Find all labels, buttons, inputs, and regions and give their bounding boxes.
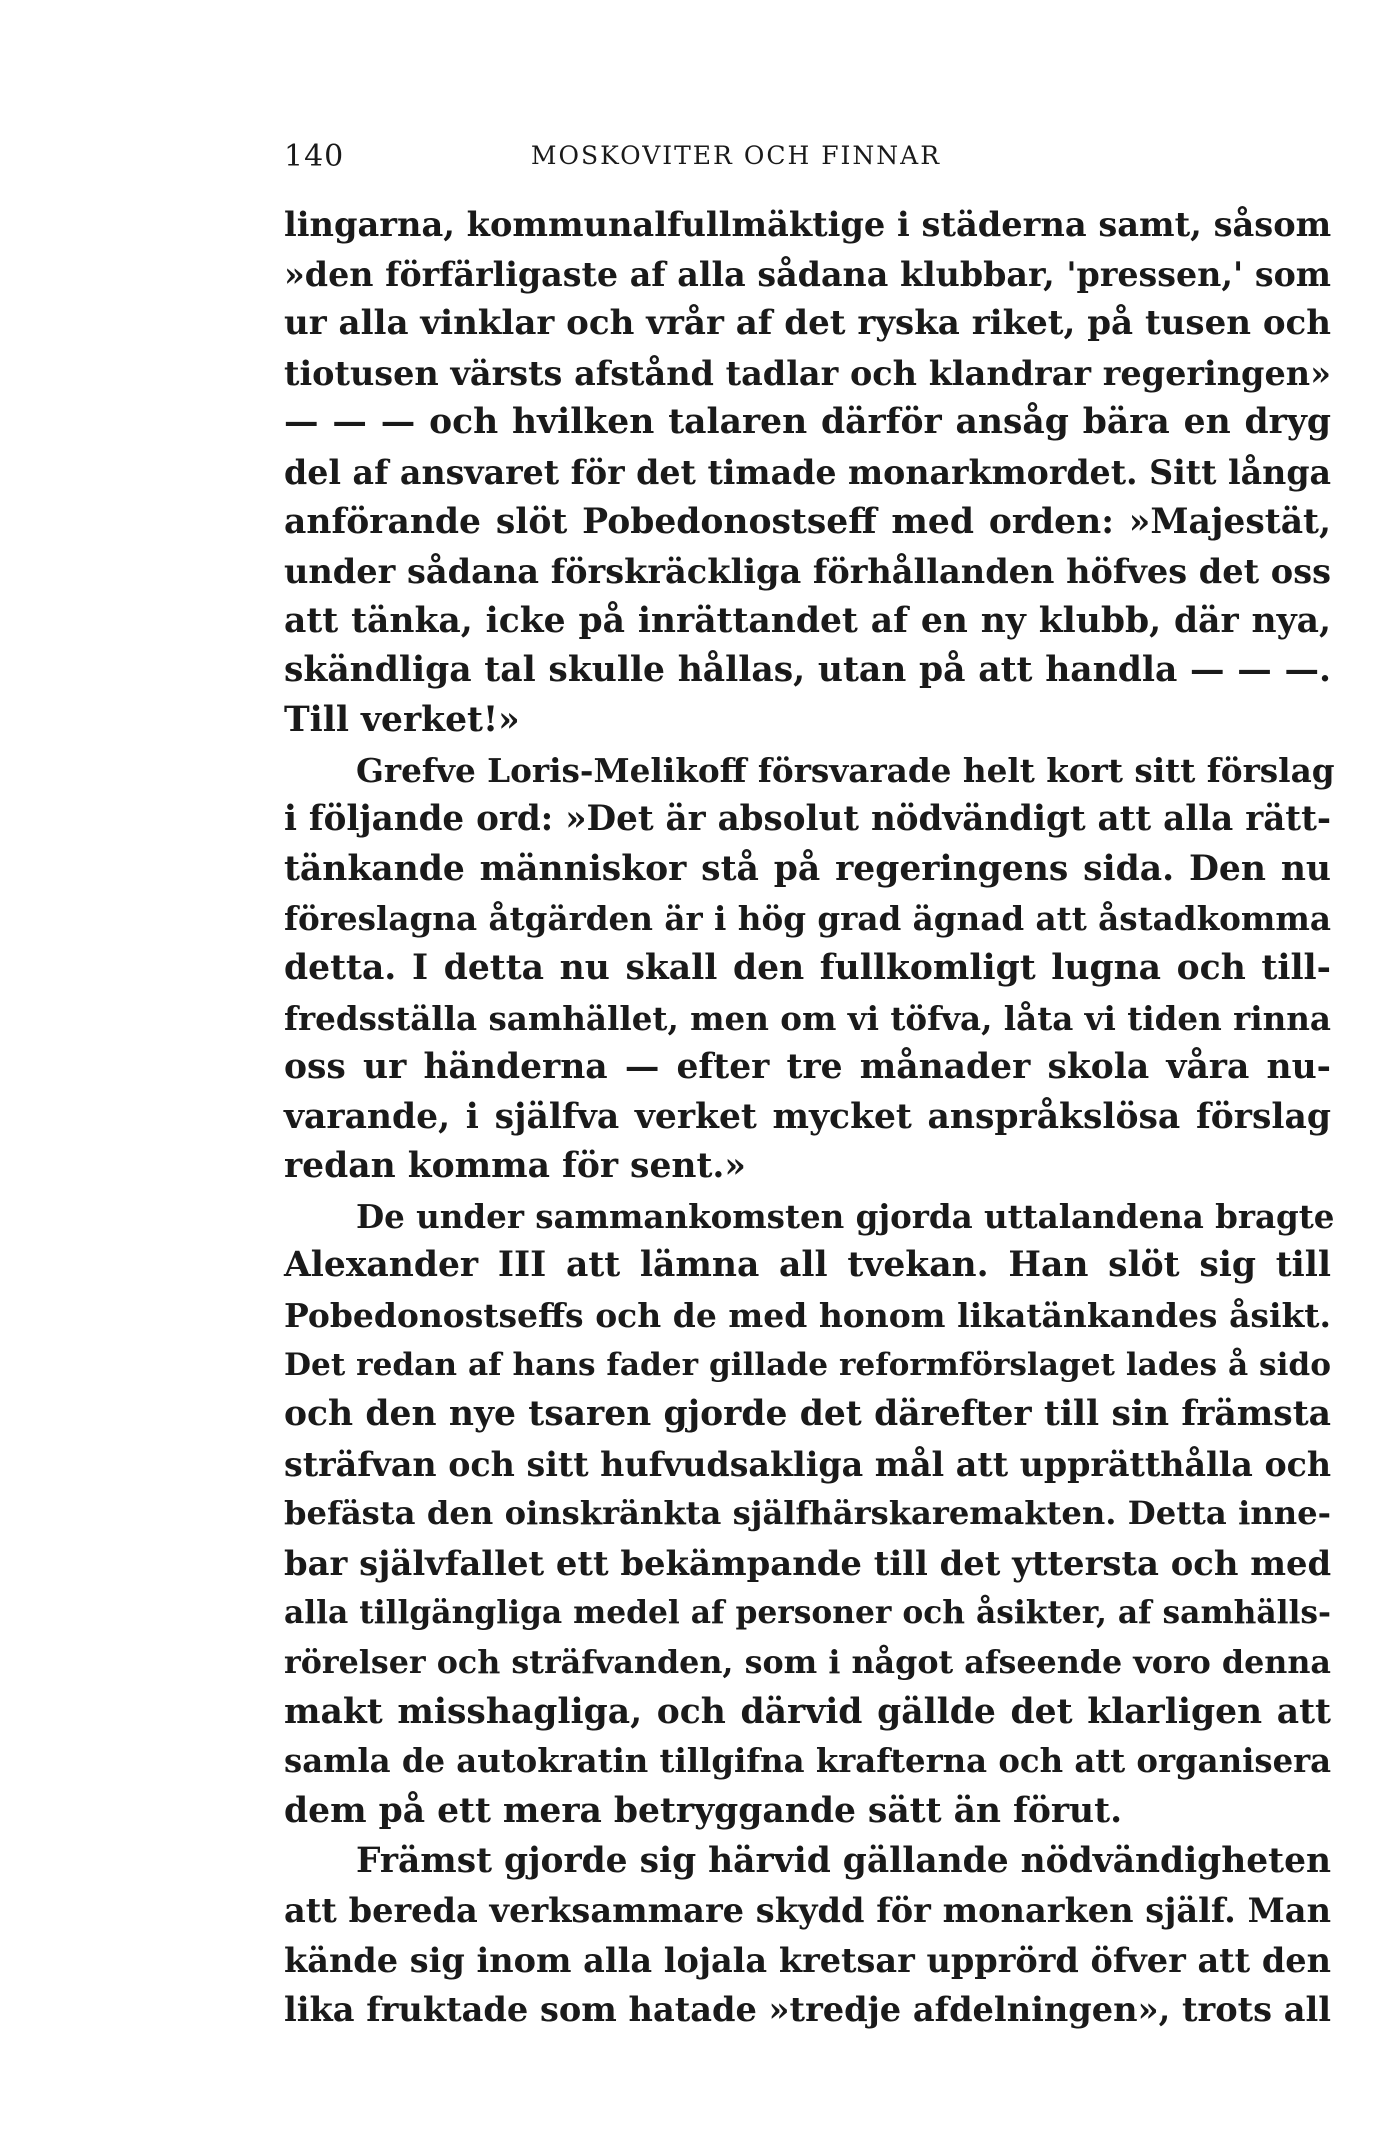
text-line: rörelser och sträfvanden, som i något afseende voro denna (284, 1644, 1331, 1682)
text-line: De under sammankomsten gjorda uttalandena bragte (356, 1196, 1335, 1236)
text-line: Grefve Loris-Melikoff försvarade helt kort sitt förslag (356, 750, 1335, 790)
text-line: tiotusen värsts afstånd tadlar och klandrar regeringen» (284, 353, 1331, 393)
text-line: Pobedonostseffs och de med honom likatänkandes åsikt. (284, 1296, 1331, 1336)
text-line: »den förfärligaste af alla sådana klubbar, 'pressen,' som (284, 254, 1331, 294)
text-line: redan komma för sent.» (284, 1146, 746, 1187)
text-line: anförande slöt Pobedonostseff med orden: »Majestät, (284, 501, 1331, 542)
text-line: detta. I detta nu skall den fullkomligt lugna och till- (284, 947, 1331, 988)
text-line: Till verket!» (284, 699, 520, 740)
text-line: lingarna, kommunalfullmäktige i städerna samt, såsom (284, 204, 1332, 244)
text-line: makt misshagliga, och därvid gällde det klarligen att (284, 1691, 1331, 1732)
text-line: tänkande människor stå på regeringens sida. Den nu (284, 848, 1331, 889)
text-line: lika fruktade som hatade »tredje afdelningen», trots all (284, 1989, 1332, 2030)
text-line: varande, i själfva verket mycket anspråkslösa förslag (284, 1096, 1331, 1137)
text-line: alla tillgängliga medel af personer och åsikter, af samhälls- (284, 1594, 1331, 1631)
text-line: att tänka, icke på inrättandet af en ny klubb, där nya, (284, 600, 1331, 641)
page-number: 140 (284, 139, 345, 174)
text-line: kände sig inom alla lojala kretsar upprörd öfver att den (284, 1940, 1331, 1980)
text-line: sträfvan och sitt hufvudsakliga mål att upprätthålla och (284, 1444, 1332, 1484)
text-line: att bereda verksammare skydd för monarken själf. Man (284, 1890, 1331, 1931)
text-line: föreslagna åtgärden är i hög grad ägnad att åstadkomma (284, 899, 1331, 939)
text-line: i följande ord: »Det är absolut nödvändigt att alla rätt- (284, 799, 1331, 840)
text-line: — — — och hvilken talaren därför ansåg bära en dryg (284, 402, 1331, 443)
text-line: Alexander III att lämna all tvekan. Han slöt sig till (284, 1245, 1331, 1286)
text-line: bar självfallet ett bekämpande till det yttersta och med (284, 1543, 1332, 1584)
text-line: under sådana förskräckliga förhållanden höfves det oss (284, 551, 1331, 592)
text-line: oss ur händerna — efter tre månader skola våra nu- (284, 1047, 1331, 1088)
text-line: skändliga tal skulle hållas, utan på att handla — — —. (284, 650, 1331, 691)
text-line: och den nye tsaren gjorde det därefter till sin främsta (284, 1394, 1331, 1435)
text-line: samla de autokratin tillgifna krafterna och att organisera (284, 1742, 1332, 1781)
text-line: fredsställa samhället, men om vi töfva, låta vi tiden rinna (284, 998, 1331, 1038)
text-line: befästa den oinskränkta själfhärskaremakten. Detta inne- (284, 1494, 1331, 1533)
text-line: del af ansvaret för det timade monarkmordet. Sitt långa (284, 452, 1332, 492)
text-line: Det redan af hans fader gillade reformförslaget lades å sido (284, 1346, 1331, 1383)
text-line: dem på ett mera betryggande sätt än förut. (284, 1791, 1123, 1831)
running-title: MOSKOVITER OCH FINNAR (530, 141, 942, 170)
body-text (284, 200, 1335, 2035)
text-line: ur alla vinklar och vrår af det ryska riket, på tusen och (284, 303, 1331, 344)
text-line: Främst gjorde sig härvid gällande nödvändigheten (356, 1840, 1331, 1881)
